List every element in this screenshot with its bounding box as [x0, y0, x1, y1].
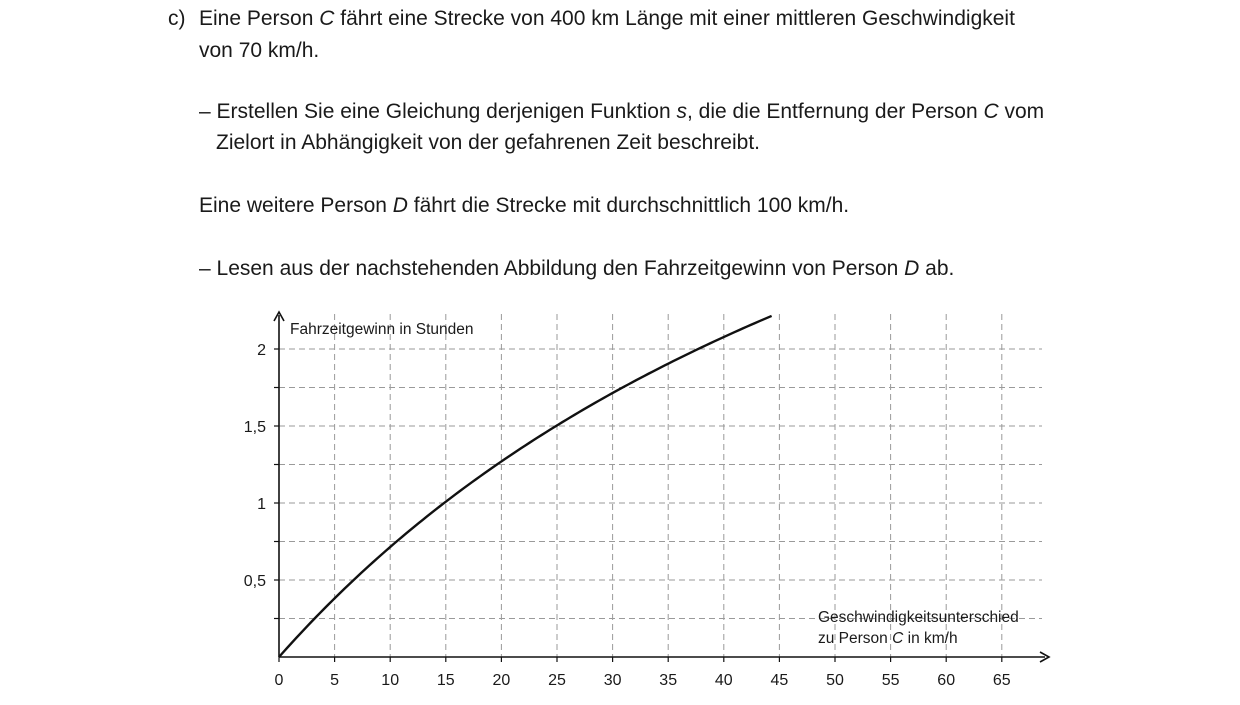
x-tick-label-45: 45 — [770, 672, 789, 689]
x-tick-label-0: 0 — [274, 672, 284, 689]
grid-layer — [279, 314, 1042, 657]
y-tick-label-1.5: 1,5 — [243, 419, 266, 436]
x-tick-label-65: 65 — [992, 672, 1011, 689]
x-tick-label-15: 15 — [436, 672, 455, 689]
x-axis-label-line-1: Geschwindigkeitsunterschied — [818, 609, 1019, 626]
x-tick-label-25: 25 — [548, 672, 566, 689]
x-tick-label-60: 60 — [937, 672, 956, 689]
x-tick-label-10: 10 — [381, 672, 400, 689]
bullet-2-line: – Lesen aus der nachstehenden Abbildung den Fahrzeitgewinn von Person D ab. — [199, 257, 955, 280]
x-axis-label-line-2: zu Person C in km/h — [818, 630, 958, 647]
intro-line-2: von 70 km/h. — [199, 39, 320, 62]
task-label: c) — [168, 7, 186, 30]
bullet-1-line-2: Zielort in Abhängigkeit von der gefahrenen Zeit beschreibt. — [216, 131, 761, 154]
bullet-1-line-1: – Erstellen Sie eine Gleichung derjenigen Funktion s, die die Entfernung der Person C vom — [199, 100, 1045, 123]
x-tick-label-40: 40 — [714, 672, 733, 689]
y-tick-label-0.5: 0,5 — [243, 573, 266, 590]
x-tick-label-50: 50 — [826, 672, 844, 689]
x-tick-label-30: 30 — [603, 672, 622, 689]
x-tick-label-35: 35 — [659, 672, 678, 689]
x-tick-label-5: 5 — [330, 672, 340, 689]
y-tick-label-1: 1 — [257, 496, 266, 513]
person-d-line: Eine weitere Person D fährt die Strecke mit durchschnittlich 100 km/h. — [199, 194, 850, 217]
series-line-fahrzeitgewinn — [279, 316, 772, 657]
x-tick-label-55: 55 — [881, 672, 900, 689]
y-axis-label: Fahrzeitgewinn in Stunden — [290, 321, 474, 338]
x-tick-label-20: 20 — [492, 672, 511, 689]
y-tick-label-2: 2 — [257, 342, 266, 359]
intro-line-1: Eine Person C fährt eine Strecke von 400 km Länge mit einer mittleren Geschwindigkeit — [199, 7, 1015, 30]
